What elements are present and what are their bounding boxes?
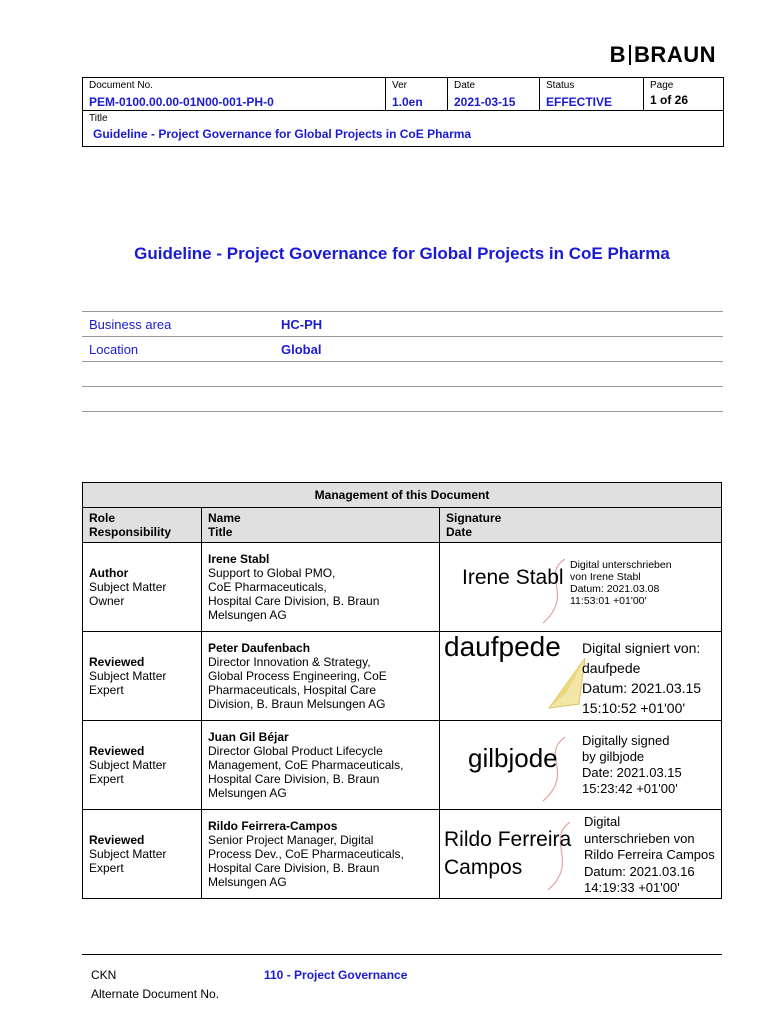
management-table bbox=[82, 482, 722, 899]
person-name: Juan Gil Béjar bbox=[208, 730, 289, 744]
title-row bbox=[83, 111, 723, 143]
col-resp-label: Responsibility bbox=[89, 525, 172, 539]
doc-no-value: PEM-0100.00.00-01N00-001-PH-0 bbox=[89, 95, 274, 109]
page-title: Guideline - Project Governance for Global Projects in CoE Pharma bbox=[134, 244, 670, 263]
page-label: Page bbox=[650, 80, 674, 91]
stamp-line: 11:53:01 +01'00' bbox=[570, 595, 647, 607]
role: Author bbox=[89, 566, 129, 580]
document-header-table bbox=[82, 77, 724, 147]
stamp-line: 14:19:33 +01'00' bbox=[584, 880, 680, 895]
person-name: Peter Daufenbach bbox=[208, 641, 311, 655]
stamp-line: daufpede bbox=[582, 660, 641, 676]
person-name: Rildo Feirrera-Campos bbox=[208, 819, 338, 833]
role-cell bbox=[83, 632, 202, 721]
doc-no-label: Document No. bbox=[89, 80, 153, 91]
person-title: Hospital Care Division, B. Braun bbox=[208, 772, 380, 786]
role-cell bbox=[83, 810, 202, 899]
person-title: Director Innovation & Strategy, bbox=[208, 655, 371, 669]
col-role-header bbox=[83, 508, 202, 543]
role: Reviewed bbox=[89, 655, 145, 669]
signature-name-line: Rildo Ferreira bbox=[444, 828, 572, 851]
table-row bbox=[83, 810, 722, 899]
footer-ckn-value: 110 - Project Governance bbox=[264, 968, 408, 982]
stamp-line: Datum: 2021.03.16 bbox=[584, 863, 695, 879]
signature-cell bbox=[440, 810, 722, 899]
logo-left: B bbox=[609, 42, 627, 67]
date-value: 2021-03-15 bbox=[454, 95, 516, 109]
resp: Subject Matter bbox=[89, 847, 167, 861]
col-sig-header bbox=[440, 508, 722, 543]
name-cell bbox=[202, 810, 440, 899]
stamp-line: Date: 2021.03.15 bbox=[582, 765, 682, 780]
date-cell bbox=[448, 78, 540, 110]
person-title: Division, B. Braun Melsungen AG bbox=[208, 697, 386, 711]
signature-name: daufpede bbox=[444, 631, 561, 662]
col-date-label: Date bbox=[446, 525, 473, 539]
info-key: Business area bbox=[89, 316, 172, 332]
info-value: Global bbox=[281, 341, 322, 357]
info-key: Location bbox=[89, 341, 139, 357]
role-cell bbox=[83, 721, 202, 810]
stamp-line: Digitally signed bbox=[582, 733, 670, 748]
name-cell bbox=[202, 632, 440, 721]
info-table bbox=[82, 311, 723, 412]
signature-cell bbox=[440, 721, 722, 810]
table-row bbox=[83, 632, 722, 721]
footer-ckn-label: CKN bbox=[91, 968, 117, 982]
ver-cell bbox=[386, 78, 448, 110]
status-value: EFFECTIVE bbox=[546, 95, 613, 109]
person-title: Management, CoE Pharmaceuticals, bbox=[208, 758, 404, 772]
signature-stamp bbox=[582, 638, 701, 718]
signature-stamp bbox=[584, 814, 715, 897]
management-column-headers bbox=[83, 508, 722, 543]
person-title: Hospital Care Division, B. Braun bbox=[208, 594, 380, 608]
table-row bbox=[83, 721, 722, 810]
logo-divider bbox=[629, 45, 631, 65]
info-row-empty bbox=[82, 387, 723, 412]
ver-value: 1.0en bbox=[392, 95, 423, 109]
person-title: Process Dev., CoE Pharmaceuticals, bbox=[208, 847, 404, 861]
person-name: Irene Stabl bbox=[208, 552, 270, 566]
footer-divider bbox=[82, 954, 722, 955]
resp: Expert bbox=[89, 683, 124, 697]
stamp-line: unterschrieben von bbox=[584, 830, 695, 846]
signature-cell bbox=[440, 543, 722, 632]
company-logo bbox=[610, 42, 716, 68]
stamp-line: Digital unterschrieben bbox=[570, 559, 672, 571]
logo-right: BRAUN bbox=[634, 42, 716, 67]
col-role-label: Role bbox=[89, 511, 116, 525]
title-label: Title bbox=[89, 113, 108, 124]
role: Reviewed bbox=[89, 833, 145, 847]
resp: Owner bbox=[89, 594, 125, 608]
header-row bbox=[83, 78, 723, 111]
person-title: Pharmaceuticals, Hospital Care bbox=[208, 683, 377, 697]
person-title: Support to Global PMO, bbox=[208, 566, 336, 580]
person-title: Senior Project Manager, Digital bbox=[208, 833, 374, 847]
info-row-location bbox=[82, 337, 723, 362]
person-title: Director Global Product Lifecycle bbox=[208, 744, 383, 758]
management-caption: Management of this Document bbox=[83, 483, 722, 508]
signature-name bbox=[444, 826, 571, 882]
signature-stamp bbox=[570, 559, 672, 607]
stamp-line: by gilbjode bbox=[582, 749, 645, 764]
stamp-line: 15:10:52 +01'00' bbox=[582, 700, 686, 716]
page-value: 1 of 26 bbox=[650, 93, 689, 107]
stamp-line: 15:23:42 +01'00' bbox=[582, 781, 678, 796]
person-title: Global Process Engineering, CoE bbox=[208, 669, 387, 683]
stamp-line: von Irene Stabl bbox=[570, 571, 641, 583]
footer-alt-doc-label: Alternate Document No. bbox=[91, 987, 220, 1001]
page-cell bbox=[644, 78, 723, 110]
name-cell bbox=[202, 543, 440, 632]
name-cell bbox=[202, 721, 440, 810]
col-title-label: Title bbox=[208, 525, 233, 539]
table-row bbox=[83, 543, 722, 632]
signature-name-line: Campos bbox=[444, 856, 523, 879]
date-label: Date bbox=[454, 80, 476, 91]
info-row-empty bbox=[82, 362, 723, 387]
person-title: Melsungen AG bbox=[208, 786, 287, 800]
person-title: Hospital Care Division, B. Braun bbox=[208, 861, 380, 875]
status-label: Status bbox=[546, 80, 575, 91]
resp: Expert bbox=[89, 861, 124, 875]
signature-name: Irene Stabl bbox=[462, 566, 564, 589]
stamp-line: Digital signiert von: bbox=[582, 640, 701, 656]
person-title: Melsungen AG bbox=[208, 875, 287, 889]
doc-no-cell bbox=[83, 78, 386, 110]
info-value: HC-PH bbox=[281, 316, 323, 332]
stamp-line: Rildo Ferreira Campos bbox=[584, 847, 715, 862]
person-title: Melsungen AG bbox=[208, 608, 287, 622]
status-cell bbox=[540, 78, 644, 110]
signature-cell bbox=[440, 632, 722, 721]
resp: Subject Matter bbox=[89, 580, 167, 594]
ver-label: Ver bbox=[392, 80, 408, 91]
col-sig-label: Signature bbox=[446, 511, 502, 525]
stamp-line: Datum: 2021.03.08 bbox=[570, 583, 660, 595]
role-cell bbox=[83, 543, 202, 632]
signature-stamp bbox=[582, 733, 682, 797]
title-value: Guideline - Project Governance for Global Projects in CoE Pharma bbox=[93, 127, 472, 141]
col-name-label: Name bbox=[208, 511, 241, 525]
person-title: CoE Pharmaceuticals, bbox=[208, 580, 327, 594]
col-name-header bbox=[202, 508, 440, 543]
stamp-line: Datum: 2021.03.15 bbox=[582, 680, 702, 696]
resp: Subject Matter bbox=[89, 758, 167, 772]
info-row-business-area bbox=[82, 311, 723, 337]
role: Reviewed bbox=[89, 744, 145, 758]
resp: Subject Matter bbox=[89, 669, 167, 683]
signature-name: gilbjode bbox=[468, 743, 558, 773]
stamp-line: Digital bbox=[584, 814, 621, 829]
resp: Expert bbox=[89, 772, 124, 786]
